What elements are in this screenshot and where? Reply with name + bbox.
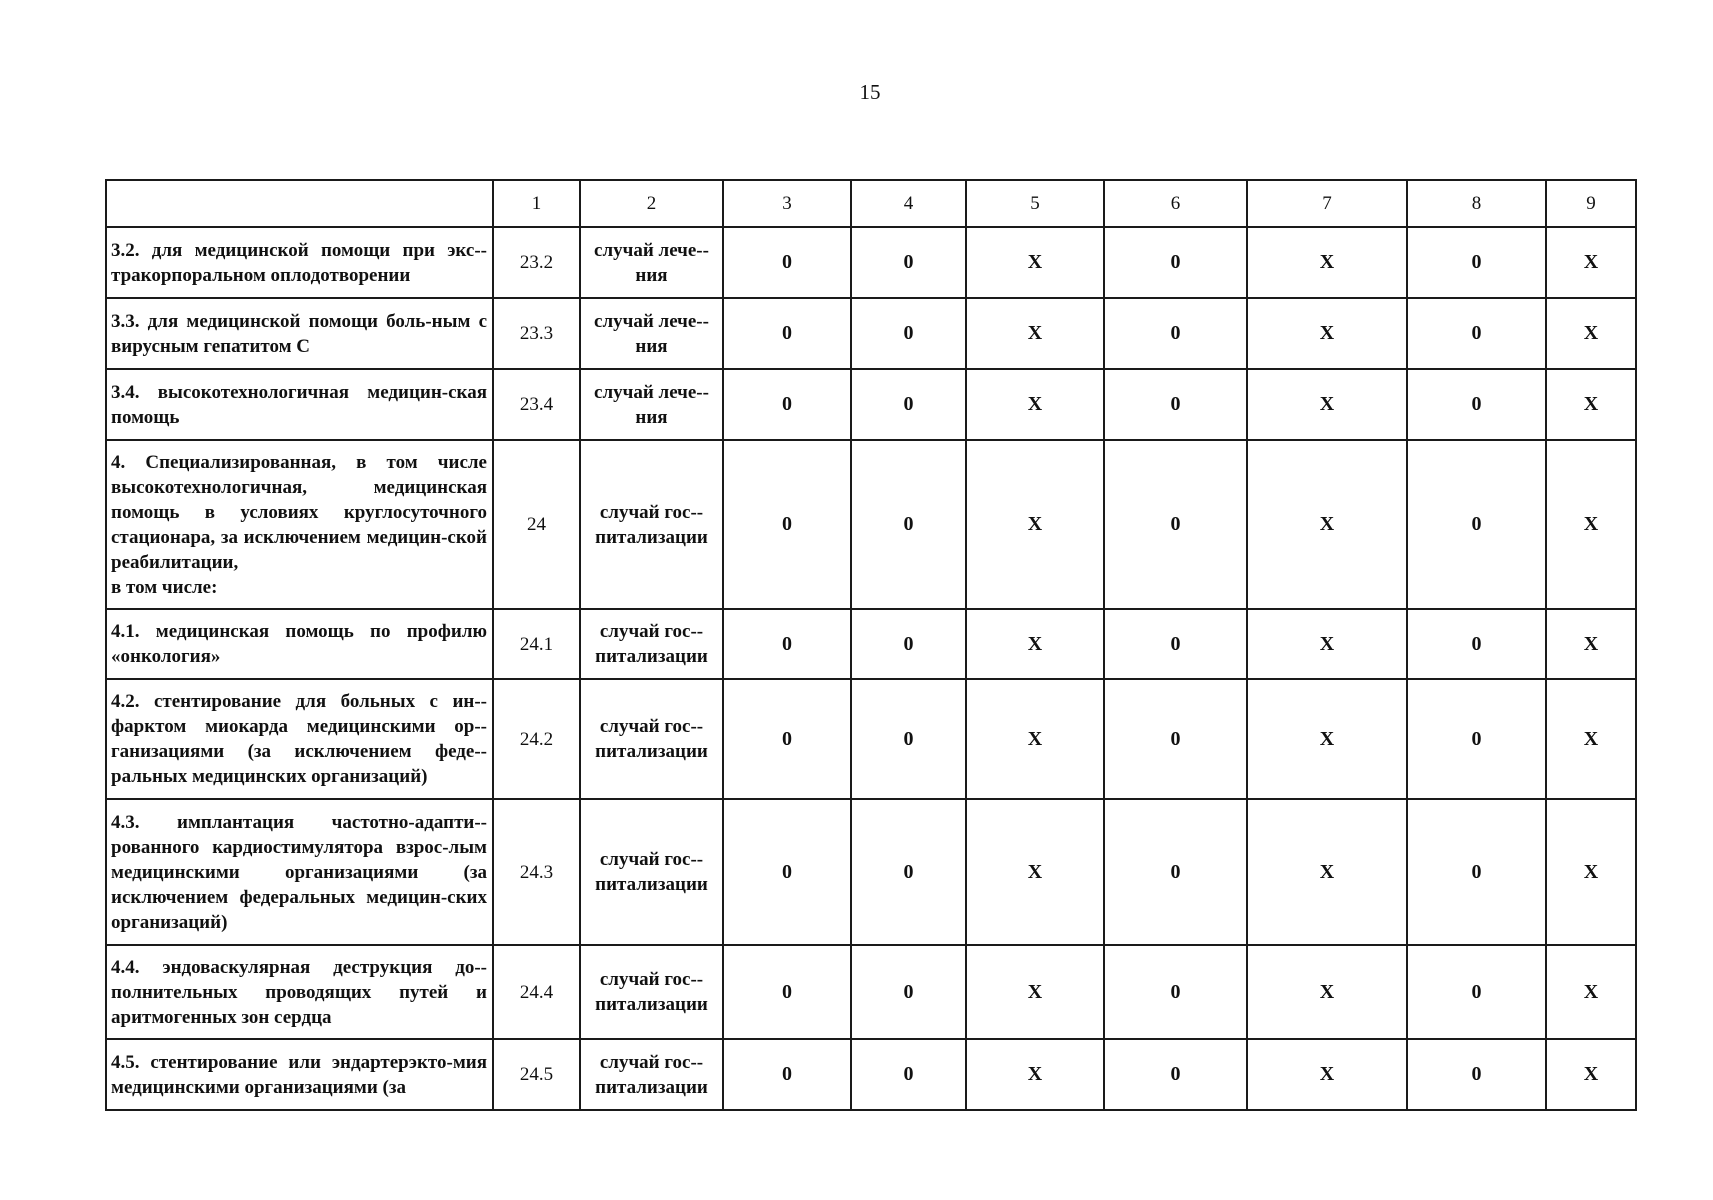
row-value-cell: X bbox=[966, 227, 1104, 298]
row-value-cell: 0 bbox=[1407, 440, 1546, 609]
row-value-cell: 0 bbox=[723, 440, 851, 609]
row-code-cell: 24.5 bbox=[493, 1039, 580, 1110]
row-value-cell: 0 bbox=[1104, 945, 1247, 1039]
row-name-cell: 4.1. медицинская помощь по профилю «онкология» bbox=[106, 609, 493, 679]
row-value-cell: 0 bbox=[851, 440, 966, 609]
row-value-cell: X bbox=[966, 945, 1104, 1039]
header-cell: 9 bbox=[1546, 180, 1636, 227]
row-code-cell: 24.1 bbox=[493, 609, 580, 679]
header-cell bbox=[106, 180, 493, 227]
row-value-cell: 0 bbox=[1104, 609, 1247, 679]
table-row bbox=[106, 679, 1636, 799]
row-value-cell: 0 bbox=[851, 679, 966, 799]
row-name-cell: 3.4. высокотехнологичная медицин-ская помощь bbox=[106, 369, 493, 440]
table-row bbox=[106, 799, 1636, 945]
row-name-cell: 4.4. эндоваскулярная деструкция до-полнительных проводящих путей и аритмогенных зон сердца bbox=[106, 945, 493, 1039]
row-value-cell: 0 bbox=[723, 298, 851, 369]
row-value-cell: X bbox=[966, 298, 1104, 369]
row-name-cell: 4.3. имплантация частотно-адапти-рованного кардиостимулятора взрос-лым медицинскими организациями (за исключением федеральных медицин-ских организаций) bbox=[106, 799, 493, 945]
row-value-cell: 0 bbox=[851, 1039, 966, 1110]
row-value-cell: 0 bbox=[851, 227, 966, 298]
row-value-cell: X bbox=[966, 679, 1104, 799]
row-value-cell: 0 bbox=[1104, 1039, 1247, 1110]
header-cell: 3 bbox=[723, 180, 851, 227]
row-value-cell: X bbox=[1247, 799, 1407, 945]
row-value-cell: 0 bbox=[723, 945, 851, 1039]
header-cell: 1 bbox=[493, 180, 580, 227]
row-value-cell: X bbox=[966, 799, 1104, 945]
row-code-cell: 23.2 bbox=[493, 227, 580, 298]
row-value-cell: X bbox=[1546, 298, 1636, 369]
row-value-cell: 0 bbox=[1407, 609, 1546, 679]
row-value-cell: X bbox=[1247, 609, 1407, 679]
row-value-cell: 0 bbox=[1407, 679, 1546, 799]
row-value-cell: 0 bbox=[1104, 440, 1247, 609]
row-value-cell: 0 bbox=[723, 679, 851, 799]
row-unit-cell: случай лече-ния bbox=[580, 369, 723, 440]
table-row bbox=[106, 227, 1636, 298]
table-row bbox=[106, 945, 1636, 1039]
row-code-cell: 23.3 bbox=[493, 298, 580, 369]
row-value-cell: X bbox=[1546, 679, 1636, 799]
row-unit-cell: случай гос-питализации bbox=[580, 945, 723, 1039]
row-value-cell: 0 bbox=[1104, 799, 1247, 945]
table-row bbox=[106, 369, 1636, 440]
row-name-cell: 3.3. для медицинской помощи боль-ным с вирусным гепатитом С bbox=[106, 298, 493, 369]
row-name-cell: 4.5. стентирование или эндартерэкто-мия медицинскими организациями (за bbox=[106, 1039, 493, 1110]
row-value-cell: X bbox=[1546, 369, 1636, 440]
row-unit-cell: случай гос-питализации bbox=[580, 1039, 723, 1110]
header-cell: 7 bbox=[1247, 180, 1407, 227]
row-value-cell: 0 bbox=[851, 799, 966, 945]
row-code-cell: 24.3 bbox=[493, 799, 580, 945]
row-value-cell: X bbox=[1546, 227, 1636, 298]
row-code-cell: 24.4 bbox=[493, 945, 580, 1039]
table-row bbox=[106, 1039, 1636, 1110]
row-value-cell: X bbox=[1247, 440, 1407, 609]
table-row bbox=[106, 440, 1636, 609]
row-value-cell: 0 bbox=[1407, 945, 1546, 1039]
row-unit-cell: случай лече-ния bbox=[580, 298, 723, 369]
row-value-cell: X bbox=[966, 440, 1104, 609]
row-value-cell: 0 bbox=[1407, 369, 1546, 440]
row-value-cell: 0 bbox=[723, 1039, 851, 1110]
header-cell: 4 bbox=[851, 180, 966, 227]
row-value-cell: 0 bbox=[851, 369, 966, 440]
header-cell: 2 bbox=[580, 180, 723, 227]
row-value-cell: X bbox=[1247, 227, 1407, 298]
row-value-cell: 0 bbox=[723, 609, 851, 679]
row-value-cell: 0 bbox=[1104, 227, 1247, 298]
row-value-cell: X bbox=[1247, 369, 1407, 440]
row-value-cell: X bbox=[966, 1039, 1104, 1110]
row-value-cell: 0 bbox=[723, 369, 851, 440]
row-unit-cell: случай гос-питализации bbox=[580, 609, 723, 679]
row-value-cell: 0 bbox=[1104, 369, 1247, 440]
data-table bbox=[105, 179, 1637, 1111]
row-name-cell: 4. Специализированная, в том числе высокотехнологичная, медицинская помощь в условиях круглосуточного стационара, за исключением медицин-ской реабилитации, в том числе: bbox=[106, 440, 493, 609]
row-value-cell: 0 bbox=[851, 945, 966, 1039]
header-cell: 8 bbox=[1407, 180, 1546, 227]
header-row bbox=[106, 180, 1636, 227]
row-code-cell: 24.2 bbox=[493, 679, 580, 799]
table-row bbox=[106, 609, 1636, 679]
row-value-cell: X bbox=[1247, 679, 1407, 799]
row-value-cell: 0 bbox=[723, 227, 851, 298]
row-value-cell: 0 bbox=[851, 298, 966, 369]
row-value-cell: X bbox=[1546, 1039, 1636, 1110]
row-value-cell: 0 bbox=[1407, 1039, 1546, 1110]
header-cell: 6 bbox=[1104, 180, 1247, 227]
row-value-cell: X bbox=[1546, 799, 1636, 945]
row-value-cell: 0 bbox=[1407, 799, 1546, 945]
header-cell: 5 bbox=[966, 180, 1104, 227]
row-code-cell: 23.4 bbox=[493, 369, 580, 440]
table-row bbox=[106, 298, 1636, 369]
row-unit-cell: случай гос-питализации bbox=[580, 679, 723, 799]
row-name-cell: 4.2. стентирование для больных с ин-фарктом миокарда медицинскими ор-ганизациями (за исключением феде-ральных медицинских организаций) bbox=[106, 679, 493, 799]
row-value-cell: X bbox=[966, 609, 1104, 679]
row-value-cell: X bbox=[1247, 1039, 1407, 1110]
row-value-cell: 0 bbox=[1407, 298, 1546, 369]
row-value-cell: X bbox=[966, 369, 1104, 440]
row-unit-cell: случай гос-питализации bbox=[580, 440, 723, 609]
page-number: 15 bbox=[859, 80, 881, 104]
row-value-cell: 0 bbox=[723, 799, 851, 945]
row-value-cell: 0 bbox=[1407, 227, 1546, 298]
row-value-cell: X bbox=[1247, 298, 1407, 369]
row-value-cell: 0 bbox=[1104, 679, 1247, 799]
row-value-cell: 0 bbox=[1104, 298, 1247, 369]
row-name-cell: 3.2. для медицинской помощи при экс-тракорпоральном оплодотворении bbox=[106, 227, 493, 298]
row-value-cell: X bbox=[1247, 945, 1407, 1039]
row-value-cell: X bbox=[1546, 945, 1636, 1039]
row-code-cell: 24 bbox=[493, 440, 580, 609]
row-unit-cell: случай лече-ния bbox=[580, 227, 723, 298]
row-value-cell: X bbox=[1546, 440, 1636, 609]
row-value-cell: X bbox=[1546, 609, 1636, 679]
row-unit-cell: случай гос-питализации bbox=[580, 799, 723, 945]
row-value-cell: 0 bbox=[851, 609, 966, 679]
